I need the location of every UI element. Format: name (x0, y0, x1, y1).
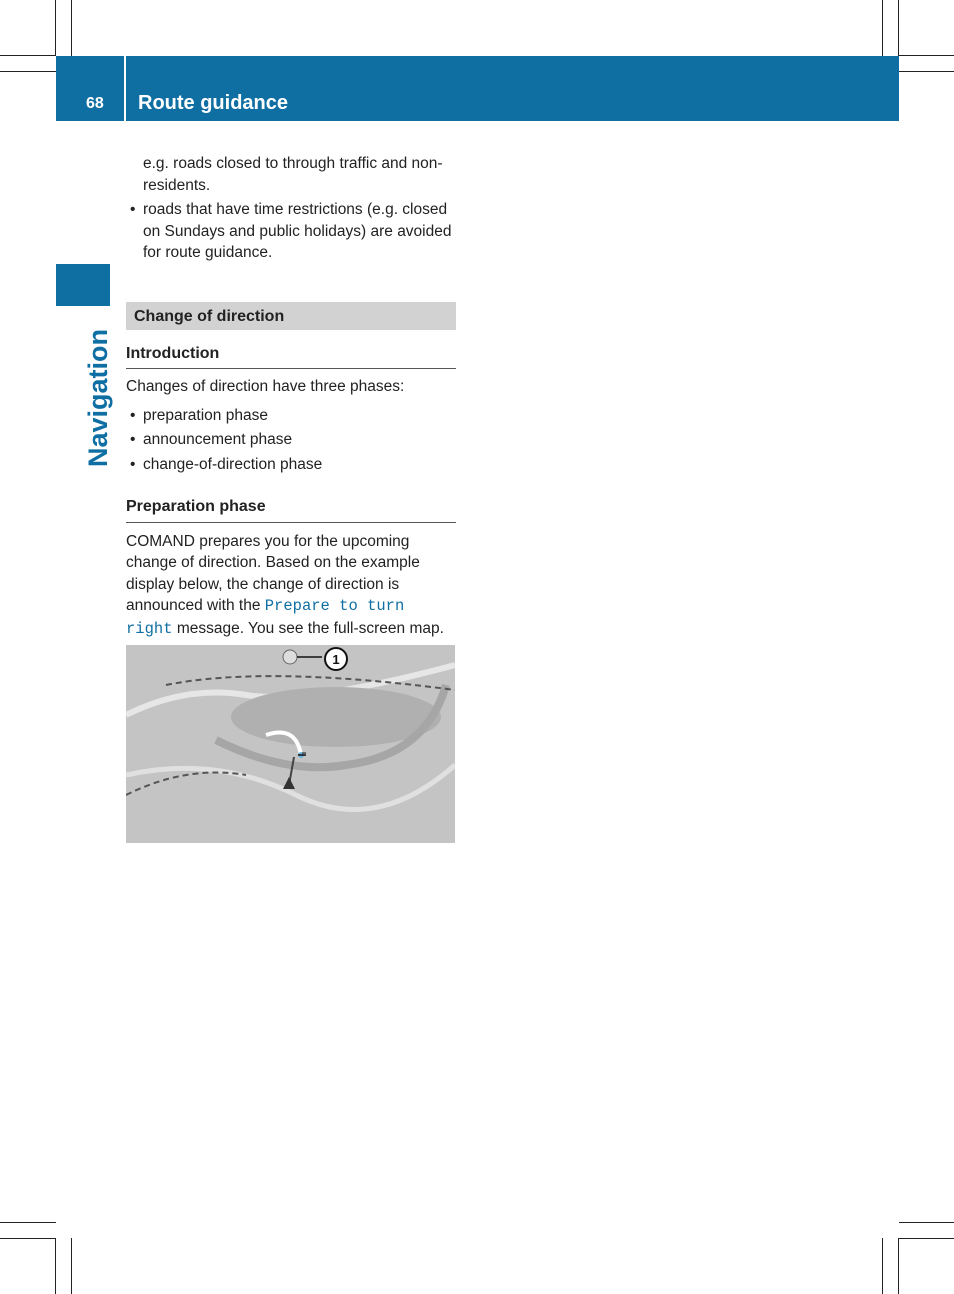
crop-mark (0, 55, 56, 56)
crop-mark (0, 1238, 56, 1239)
prep-text-b: message. You see the full-screen map. (172, 619, 444, 637)
list-item: • preparation phase (126, 405, 456, 427)
crop-mark (899, 1222, 954, 1223)
crop-mark (899, 55, 954, 56)
side-tab-navigation: Navigation (82, 328, 113, 468)
subheading-preparation-phase: Preparation phase (126, 496, 456, 523)
display-message-code: Prepare to turn right (126, 597, 405, 638)
crop-mark (55, 1238, 56, 1294)
section-heading-change-of-direction: Change of direction (126, 302, 456, 330)
header-divider (124, 56, 126, 121)
crop-mark (899, 1238, 954, 1239)
crop-mark (71, 1238, 72, 1294)
map-figure-preparation (126, 645, 455, 843)
crop-mark (898, 0, 899, 56)
side-tab-marker (56, 264, 110, 306)
continued-text: e.g. roads closed to through traffic and non-residents. (143, 155, 443, 194)
page-header (56, 56, 899, 121)
section-title: Route guidance (138, 92, 289, 114)
crop-mark (882, 1238, 883, 1294)
prep-text (126, 531, 456, 641)
svg-text:1: 1 (332, 652, 340, 667)
list-item: • change-of-direction phase (126, 454, 456, 476)
prep-text-a: COMAND prepares you for the upcoming change of direction. Based on the example display below, the change of direction is announced with the (126, 532, 420, 614)
crop-mark (0, 71, 56, 72)
crop-mark (898, 1238, 899, 1294)
crop-mark (882, 0, 883, 56)
list-item: • announcement phase (126, 429, 456, 451)
map-illustration (126, 645, 455, 843)
crop-mark (899, 71, 954, 72)
crop-mark (55, 0, 56, 56)
subheading-introduction: Introduction (126, 343, 456, 370)
left-column (126, 153, 456, 640)
list-item: • roads that have time restrictions (e.g. closed on Sundays and public holidays) are avoided for route guidance. (126, 199, 456, 264)
intro-text: Changes of direction have three phases: (126, 378, 405, 395)
crop-mark (71, 0, 72, 56)
page-number: 68 (86, 95, 104, 112)
crop-mark (0, 1222, 56, 1223)
